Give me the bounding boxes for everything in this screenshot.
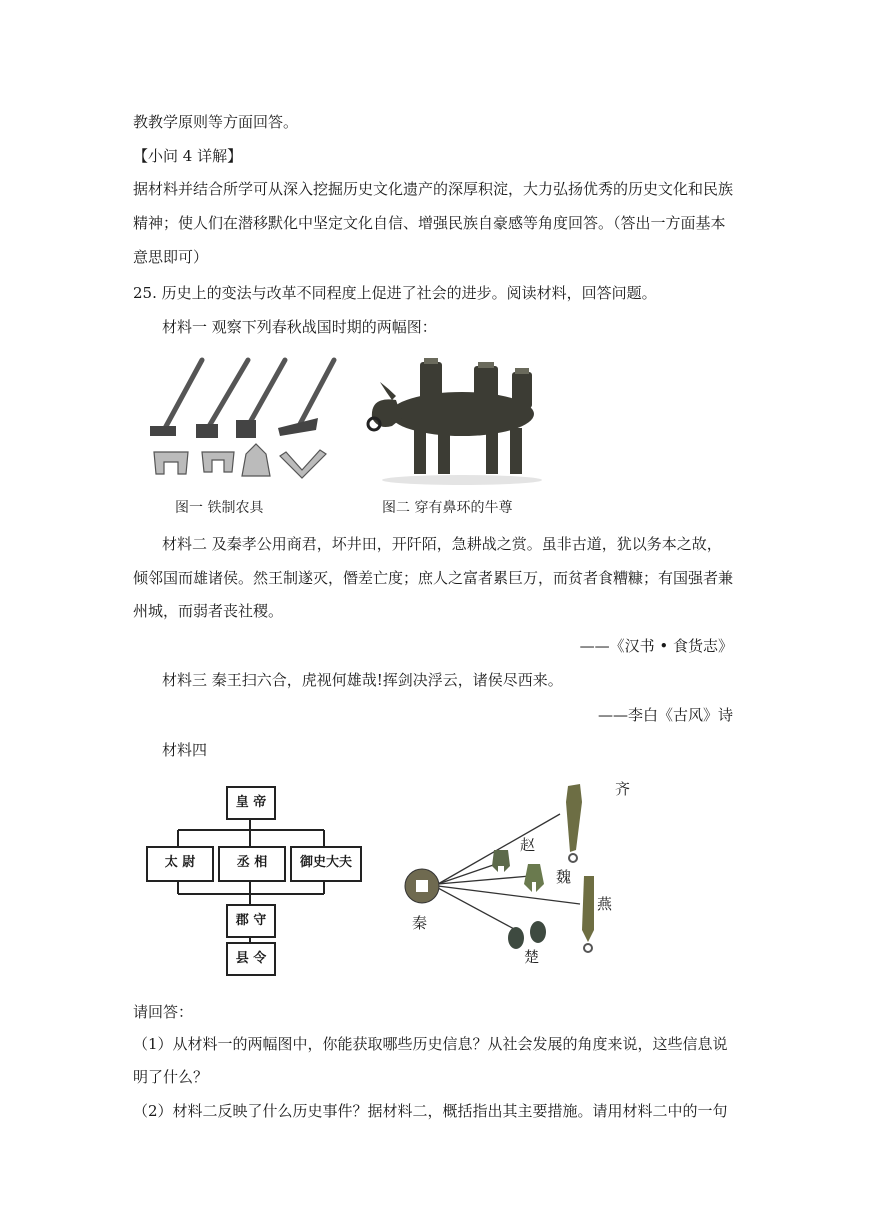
coin-label-wei: 魏 [556,868,572,886]
question-1-line-1: （1）从材料一的两幅图中，你能获取哪些历史信息？从社会发展的角度来说，这些信息说 [133,1035,728,1053]
question-25-stem: 25. 历史上的变法与改革不同程度上促进了社会的进步。阅读材料，回答问题。 [133,284,657,302]
text-line: 意思即可） [133,248,209,266]
org-box-junshou: 郡 守 [226,904,276,938]
org-box-yushi-dafu: 御史大夫 [290,846,362,882]
text-line: 据材料并结合所学可从深入挖掘历史文化遗产的深厚积淀，大力弘扬优秀的历史文化和民族 [133,180,734,198]
section-heading: 【小问 4 详解】 [133,147,243,165]
material-2-line-2: 倾邻国而雄诸侯。然王制遂灭，僭差亡度；庶人之富者累巨万，而贫者食糟糠；有国强者兼 [133,569,734,587]
zhao-spade-coin-icon [492,850,510,872]
material-4-label: 材料四 [162,741,208,759]
coin-label-zhao: 赵 [520,836,536,854]
currency-diagram [398,780,618,980]
yan-knife-coin-icon [582,876,594,942]
ox-zun-figure [362,352,558,487]
coin-label-chu: 楚 [524,948,540,966]
material-2-source: ——《汉书 • 食货志》 [579,637,733,655]
org-box-xianling: 县 令 [226,942,276,976]
material-2-line-1: 材料二 及秦孝公用商君，坏井田，开阡陌，急耕战之赏。虽非古道，犹以务本之故， [162,535,722,553]
question-2-line-1: （2）材料二反映了什么历史事件？据材料二，概括指出其主要措施。请用材料二中的一句 [133,1102,728,1120]
text-line: 精神；使人们在潜移默化中坚定文化自信、增强民族自豪感等角度回答。（答出一方面基本 [133,214,726,232]
org-box-chengxiang: 丞 相 [218,846,286,882]
chu-coin-icon [508,927,524,949]
wei-spade-coin-icon [524,864,544,892]
material-2-line-3: 州城，而弱者丧社稷。 [133,602,284,620]
question-1-line-2: 明了什么？ [133,1068,209,1086]
qin-coin-icon [405,869,439,903]
material-3-source: ——李白《古风》诗 [597,706,733,724]
answer-prompt: 请回答： [133,1003,194,1021]
org-box-emperor: 皇 帝 [226,786,276,820]
coin-label-qi: 齐 [615,780,631,798]
figure-1-caption: 图一 铁制农具 [175,500,264,516]
org-box-taiwei: 太 尉 [146,846,214,882]
material-1-intro: 材料一 观察下列春秋战国时期的两幅图： [162,318,437,336]
text-line: 教教学原则等方面回答。 [133,113,299,131]
coin-label-qin: 秦 [412,914,428,932]
qi-knife-coin-icon [566,784,582,852]
iron-tools-figure [150,352,340,487]
figure-2-caption: 图二 穿有鼻环的牛尊 [382,500,513,516]
material-3-text: 材料三 秦王扫六合，虎视何雄哉!挥剑决浮云，诸侯尽西来。 [162,671,563,689]
coin-label-yan: 燕 [597,895,613,913]
